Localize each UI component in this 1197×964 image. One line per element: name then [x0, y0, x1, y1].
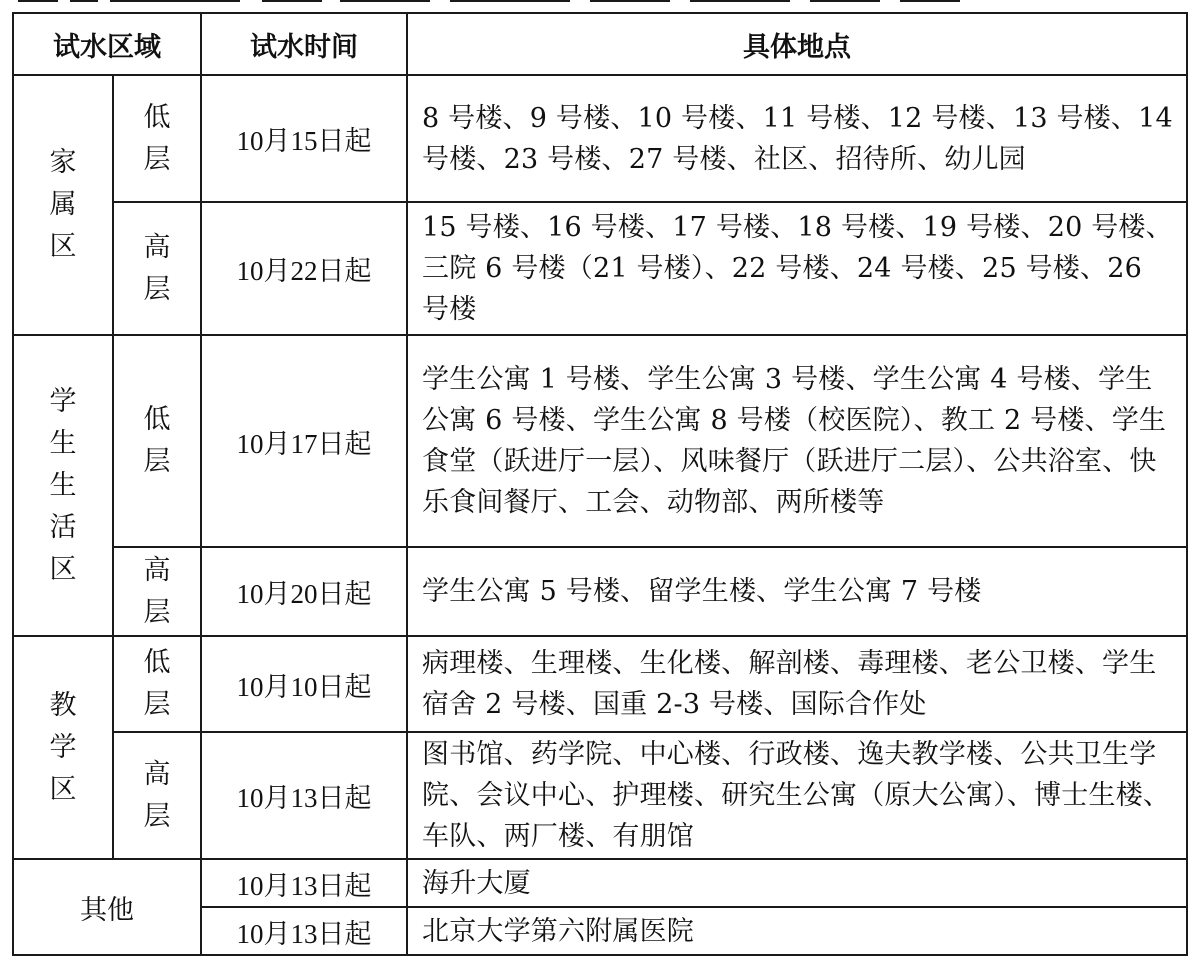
- zone-label: 教学区: [49, 689, 77, 805]
- time-cell: 10月20日起: [201, 547, 407, 636]
- zone-label: 学生生活区: [49, 385, 77, 585]
- table-row: [13, 636, 1187, 732]
- location-cell: 学生公寓 1 号楼、学生公寓 3 号楼、学生公寓 4 号楼、学生公寓 6 号楼、学生公寓 8 号楼（校医院）、教工 2 号楼、学生食堂（跃进厅一层）、风味餐厅（跃进厅二层）、公共浴室、快乐食间餐厅、工会、动物部、两所楼等: [407, 335, 1187, 547]
- water-test-schedule-table: [12, 12, 1188, 956]
- location-cell: 病理楼、生理楼、生化楼、解剖楼、毒理楼、老公卫楼、学生宿舍 2 号楼、国重 2-3 号楼、国际合作处: [407, 636, 1187, 732]
- level-label: 高层: [143, 231, 171, 305]
- table-row: [13, 732, 1187, 859]
- level-label: 低层: [143, 404, 171, 477]
- table-row: [13, 859, 1187, 907]
- time-cell: 10月13日起: [201, 732, 407, 859]
- time-cell: 10月15日起: [201, 75, 407, 202]
- table-row: [13, 75, 1187, 202]
- zone-cell-student-life: [13, 335, 113, 636]
- header-row: [13, 13, 1187, 75]
- header-time: 试水时间: [201, 13, 407, 75]
- zone-cell-teaching: [13, 636, 113, 859]
- table-row: [13, 335, 1187, 547]
- zone-cell-family: [13, 75, 113, 335]
- location-cell: 图书馆、药学院、中心楼、行政楼、逸夫教学楼、公共卫生学院、会议中心、护理楼、研究生公寓（原大公寓）、博士生楼、车队、两厂楼、有朋馆: [407, 732, 1187, 859]
- time-cell: 10月13日起: [201, 907, 407, 955]
- location-cell: 海升大厦: [407, 859, 1187, 907]
- time-cell: 10月13日起: [201, 859, 407, 907]
- level-cell: [113, 75, 201, 202]
- location-cell: 学生公寓 5 号楼、留学生楼、学生公寓 7 号楼: [407, 547, 1187, 636]
- level-cell: [113, 335, 201, 547]
- location-cell: 8 号楼、9 号楼、10 号楼、11 号楼、12 号楼、13 号楼、14 号楼、23 号楼、27 号楼、社区、招待所、幼儿园: [407, 75, 1187, 202]
- level-label: 高层: [143, 554, 171, 628]
- time-cell: 10月22日起: [201, 202, 407, 335]
- level-label: 高层: [143, 758, 171, 832]
- table-row: [13, 547, 1187, 636]
- header-zone: 试水区域: [13, 13, 201, 75]
- zone-label: 家属区: [49, 147, 77, 262]
- header-location: 具体地点: [407, 13, 1187, 75]
- cropped-text-strip: [0, 0, 1197, 10]
- level-cell: [113, 202, 201, 335]
- level-cell: [113, 732, 201, 859]
- table-row: [13, 202, 1187, 335]
- level-label: 低层: [143, 647, 171, 720]
- time-cell: 10月17日起: [201, 335, 407, 547]
- level-cell: [113, 636, 201, 732]
- zone-cell-other: 其他: [13, 859, 201, 955]
- location-cell: 北京大学第六附属医院: [407, 907, 1187, 955]
- level-label: 低层: [143, 101, 171, 175]
- location-cell: 15 号楼、16 号楼、17 号楼、18 号楼、19 号楼、20 号楼、三院 6 号楼（21 号楼）、22 号楼、24 号楼、25 号楼、26 号楼: [407, 202, 1187, 335]
- time-cell: 10月10日起: [201, 636, 407, 732]
- level-cell: [113, 547, 201, 636]
